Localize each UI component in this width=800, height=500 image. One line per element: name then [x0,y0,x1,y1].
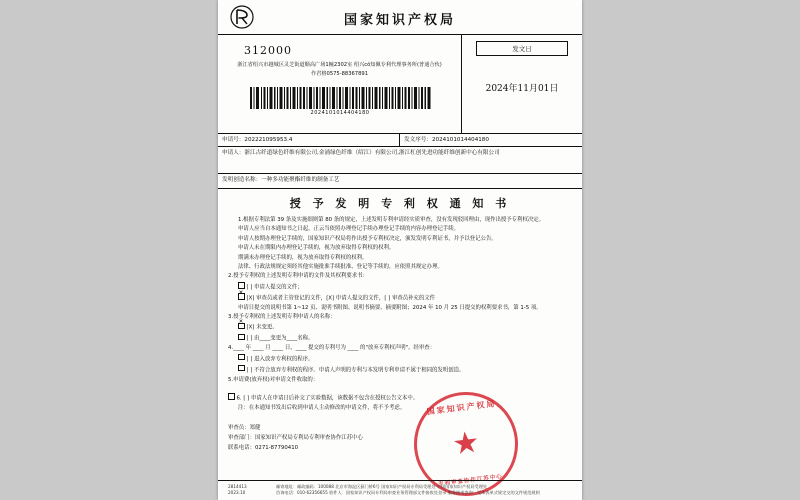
checkbox-6[interactable] [228,393,235,400]
para-3: 申请人按期办理登记手续的，国家知识产权局将作出授予专利权决定，颁发发明专利证书，并予以登记公告。 [238,235,497,242]
section-3-option-b-label: [ ] 由____变更为____名称。 [246,335,314,342]
page-title: 国家知识产权局 [343,13,456,28]
document-header [218,0,582,35]
agent-contact: 作君格0575-88367891 [310,71,369,77]
section-4-option-a [228,354,572,364]
section-5-title: 5.申请费(放弃权)对申请文件收取的： [228,376,319,383]
contact-label: 联系电话： [228,445,255,452]
signature-block [218,413,582,453]
section-6-note: 注：在本通知书发出后收到申请人主动修改的申请文件，将不予考虑。 [238,404,406,411]
checkbox-2b[interactable] [238,293,245,300]
star-icon: ★ [450,424,482,463]
invention-title-cell [218,174,344,188]
application-number-cell [218,134,400,146]
recipient-address: 浙江省绍兴市越城区灵芝街道顺高广场1幢2302室 绍兴сǒ知佩专利代理事务所(普通合伙) [237,62,442,68]
reviewer-value: 郑健 [249,425,261,432]
section-6-title [228,393,572,403]
section-4-option-b [228,365,572,375]
document-number-label: 发文序号： [404,137,432,143]
reviewer-label: 审查员： [228,425,250,432]
checkbox-3a[interactable] [238,323,245,330]
dispatch-date-value: 2024年11月01日 [485,84,559,94]
section-3-option-a [228,322,572,332]
document-number-value: 2024101014404180 [431,137,489,143]
barcode [250,87,432,109]
section-4-option-b-label: [ ] 不符合放弃专利权的程序。申请人声明的专利与本发明专利申请不属于相同的发明创造。 [246,367,465,374]
seal-top-text: 国家知识产权局 [426,398,497,417]
section-2-note: 申请日提交的说明书第 1~12 页、说明书附图、说明书摘要、摘要附图；2024 年 10 月 25 日提交的权利要求书，第 1-5 项。 [238,304,542,311]
section-3-option-a-label: [X] 未变更。 [246,324,278,331]
document-page [218,0,582,500]
section-3-option-b [228,333,572,343]
section-2-option-b [228,293,572,303]
mailing-block [218,35,582,134]
dept-value: 国家知识产权局专利局专利审查协作江苏中心 [254,435,363,442]
section-2-title: 2.授予专利权的上述发明专利申请的文件及其权利要求书： [228,273,368,280]
notice-body [218,216,582,412]
barcode-number: 2024101014404180 [310,110,370,116]
footer-text-block [276,484,572,496]
document-footer [218,480,582,496]
footer-text-1: 邮寄地址：邮政编码：100088 北京市海淀区蓟门桥6号 国家知识产权局专利局受理处 中国国家知识产权局受理处 [276,484,488,489]
invention-title-row [218,174,582,189]
applicant-row [218,147,582,174]
checkbox-4b[interactable] [238,365,245,372]
checkbox-2a[interactable] [238,282,245,289]
notice-title: 授 予 发 明 专 利 权 通 知 书 [289,197,511,210]
section-4-title: 4.____ 年 ____ 月 ____ 日，____ 提交的专利号为 ____ 的"放弃专利权声明"，经审查： [228,345,436,352]
para-5: 期满未办理登记手续的，视为放弃取得专利权的权利。 [238,254,368,261]
dispatch-date-label: 发文日 [476,41,568,56]
reviewer-row [228,423,572,433]
application-number-row [218,134,582,147]
footer-code: 2814413 [228,484,247,489]
section-2-option-a-label: [ ] 申请人提交的文件； [246,284,303,291]
footer-version: 2023.10 [228,490,246,495]
applicant-value: 浙江古纤道绿色纤维有限公司,金涌绿色纤维（绍江）有限公司,浙江杠创先进功能纤维创新中心有限公司 [244,150,500,156]
recipient-block [218,35,462,133]
application-number-value: 202221095953.4 [244,137,293,143]
para-6: 法律、行政法规规定须经其他实施批准手续批准、登记等手续的，应依照其规定办理。 [238,264,443,271]
document-number-cell [400,134,582,146]
section-2-option-b-label: [X] 审查员或者主管登记的文件，[X] 申请人提交的文件，[ ] 审查员补充的文件 [246,295,436,302]
footer-code-block [228,484,274,496]
applicant-label: 申请人： [222,150,245,156]
para-4: 申请人未在期限内办理登记手续的，视为放弃取得专利权的权利。 [238,245,395,252]
postal-code: 312000 [244,44,292,57]
section-3-title: 3.授予专利权的上述发明专利申请人的名称： [228,314,336,321]
contact-value: 0271-87790410 [254,445,299,452]
dispatch-block [462,35,582,133]
section-4-option-a-label: [ ] 进入放弃专利权的程序。 [246,356,314,363]
applicant-cell [218,147,504,173]
para-2: 申请人应当自本通知书之日起，正云当依照办理登记手续办理登记手续的内容办理登记手续。 [238,226,460,233]
invention-title-label: 发明创造名称： [222,177,262,183]
para-1: 1.根据专利法第 39 条及实施细则第 80 条的规定，上述发明专利申请经实质审查，没有发现驳回理由，现作出授予专利权决定。 [238,217,545,223]
invention-title-value: 一种多功能聚酯纤维的制备工艺 [261,177,340,183]
footer-text-2: 咨询电话：010-62356655 收件人：国家知识产权局专利局审查业务管理部文件接收处登录 服务指南查询：见本表单式规定交的文件规范规则 [276,490,540,495]
checkbox-3b[interactable] [238,334,245,341]
dept-label: 审查部门： [228,435,255,442]
checkbox-4a[interactable] [238,354,245,361]
section-2-option-a [228,282,572,292]
section-6-label: 6. [ ] 申请人在申请日后补交了实验数据，该数据不包含在授权公告文本中。 [236,395,419,402]
contact-row [228,443,572,453]
seal-bottom-text: 专利审查协作江苏中心 [437,473,504,488]
application-number-label: 申请号： [222,137,245,143]
dept-row [228,433,572,443]
